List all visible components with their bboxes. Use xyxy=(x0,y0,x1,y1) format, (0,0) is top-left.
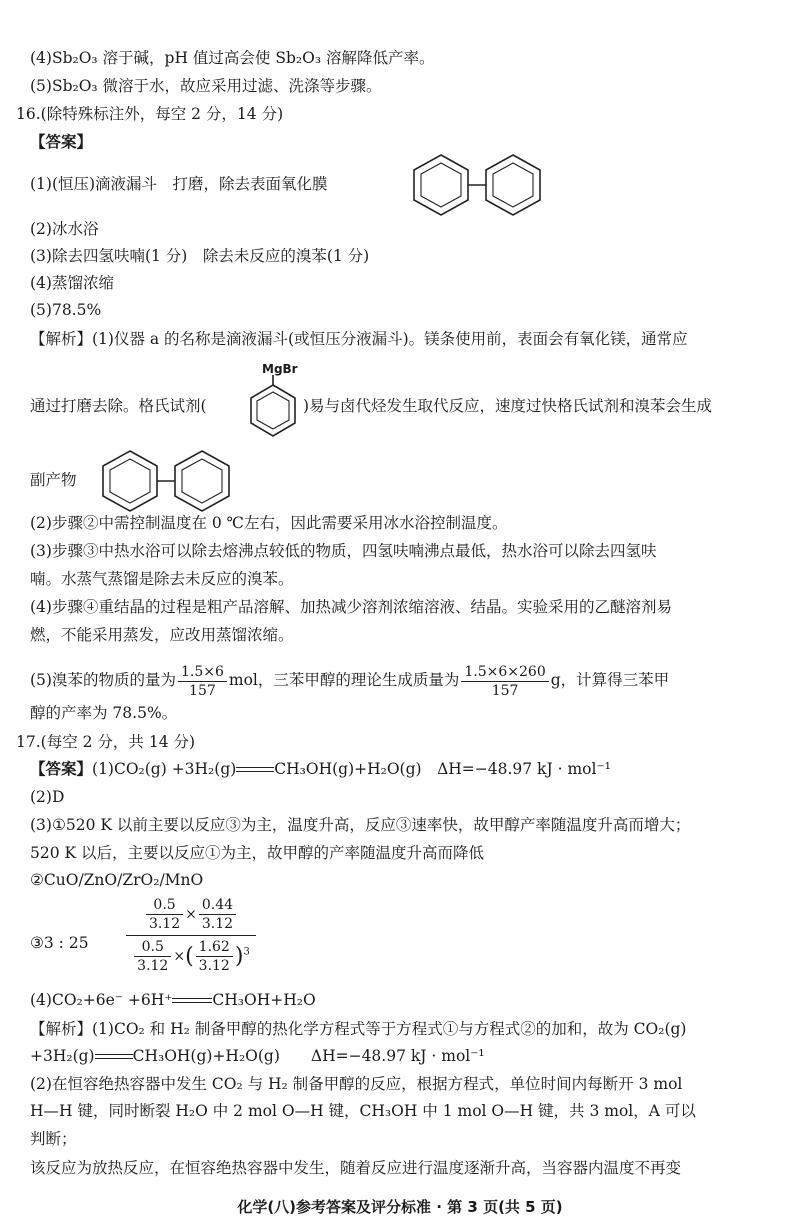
q17-explain-1a: 【解析】(1)CO₂ 和 H₂ 制备甲醇的热化学方程式等于方程式①与方程式②的加和，故为 CO₂(g) xyxy=(30,1020,687,1038)
fraction-theoretical-mass xyxy=(461,663,548,700)
fraction-c xyxy=(134,938,171,975)
q16-answer-3: (3)除去四氢呋喃(1 分) 除去未反应的溴苯(1 分) xyxy=(30,247,370,265)
q17-explain-2b: H—H 键，同时断裂 H₂O 中 2 mol O—H 键，CH₃OH 中 1 mol O—H 键，共 3 mol，A 可以 xyxy=(30,1102,696,1120)
fraction-denominator: 157 xyxy=(491,682,519,699)
frac-den: 3.12 xyxy=(201,916,234,932)
expression-numerator xyxy=(126,896,256,936)
frac-den: 3.12 xyxy=(198,958,230,974)
line-q15-5: (5)Sb₂O₃ 微溶于水，故应采用过滤、洗涤等步骤。 xyxy=(30,77,382,95)
fraction-bromobenzene-moles xyxy=(178,663,227,700)
q16-explain-4a: (4)步骤④重结晶的过程是粗产品溶解、加热减少溶剂浓缩溶液、结晶。实验采用的乙醚溶剂易 xyxy=(30,598,672,616)
q16-explain-3a: (3)步骤③中热水浴可以除去熔沸点较低的物质，四氢呋喃沸点最低，热水浴可以除去四氢呋 xyxy=(30,542,657,560)
frac-num: 1.62 xyxy=(196,938,233,957)
q17-explain-2a: (2)在恒容绝热容器中发生 CO₂ 与 H₂ 制备甲醇的反应，根据方程式，单位时间内每断开 3 mol xyxy=(30,1075,683,1093)
q17-explain-2d: 该反应为放热反应，在恒容绝热容器中发生，随着反应进行温度逐渐升高，当容器内温度不再变 xyxy=(30,1159,682,1177)
fraction-denominator: 157 xyxy=(189,682,216,699)
equation-left: (4)CO₂+6e⁻ +6H⁺ xyxy=(30,991,173,1009)
q16-explain-1c: 副产物 xyxy=(30,471,77,489)
q17-answer-1 xyxy=(30,758,611,780)
fraction-a xyxy=(146,896,183,933)
biphenyl-byproduct-structure-icon xyxy=(94,446,239,516)
fraction-numerator: 1.5×6 xyxy=(178,663,227,682)
equation-right: CH₃OH+H₂O xyxy=(212,991,316,1009)
q16-explain-5-mid: mol，三苯甲醇的理论生成质量为 xyxy=(228,671,460,689)
q16-explain-2: (2)步骤②中需控制温度在 0 ℃左右，因此需要采用冰水浴控制温度。 xyxy=(30,514,508,532)
equilibrium-arrow-icon xyxy=(95,1053,133,1061)
q16-explain-1b-pre: 通过打磨去除。格氏试剂( xyxy=(30,397,207,415)
q16-answer-5: (5)78.5% xyxy=(30,301,102,319)
q17-answer-tag: 【答案】 xyxy=(30,759,93,778)
q17-answer-4 xyxy=(30,989,316,1011)
frac-num: 0.44 xyxy=(199,896,236,915)
mgbr-label: MgBr xyxy=(262,362,298,376)
frac-num: 0.5 xyxy=(146,896,183,915)
q16-explain-5-post: g，计算得三苯甲 xyxy=(550,671,670,689)
q16-answer-4: (4)蒸馏浓缩 xyxy=(30,274,114,292)
equation-right: CH₃OH(g)+H₂O(g) ΔH=−48.97 kJ · mol⁻¹ xyxy=(274,760,611,778)
equilibrium-constant-expression xyxy=(126,896,256,975)
q17-answer-3b: 520 K 以后，主要以反应①为主，故甲醇的产率随温度升高而降低 xyxy=(30,844,485,862)
q17-answer-3c: ②CuO/ZnO/ZrO₂/MnO xyxy=(30,871,204,889)
q17-header: 17.(每空 2 分，共 14 分) xyxy=(16,733,196,751)
page-footer: 化学(八)参考答案及评分标准 · 第 3 页(共 5 页) xyxy=(237,1198,563,1216)
biphenyl-structure-icon xyxy=(405,150,550,220)
q16-explain-4b: 燃，不能采用蒸发，应改用蒸馏浓缩。 xyxy=(30,626,294,644)
frac-num: 0.5 xyxy=(134,938,171,957)
q16-explain-1: 【解析】(1)仪器 a 的名称是滴液漏斗(或恒压分液漏斗)。镁条使用前，表面会有氧化镁，通常应 xyxy=(30,330,688,348)
fraction-numerator: 1.5×6×260 xyxy=(461,663,548,682)
q16-explain-5 xyxy=(30,660,669,700)
phenylmagnesium-bromide-structure-icon xyxy=(246,373,300,439)
times-sign: × xyxy=(173,948,186,965)
q16-answer-2: (2)冰水浴 xyxy=(30,220,99,238)
frac-den: 3.12 xyxy=(137,958,169,974)
times-sign: × xyxy=(185,906,197,923)
q16-answer-tag: 【答案】 xyxy=(30,132,93,151)
q16-explain-1b-post: )易与卤代烃发生取代反应，速度过快格氏试剂和溴苯会生成 xyxy=(303,397,713,415)
fraction-b xyxy=(199,896,236,933)
equation-left: (1)CO₂(g) +3H₂(g) xyxy=(92,760,237,778)
equation-right: CH₃OH(g)+H₂O(g) ΔH=−48.97 kJ · mol⁻¹ xyxy=(132,1047,485,1065)
q17-answer-3d: ③3 : 25 xyxy=(30,934,89,952)
equals-sign-icon xyxy=(172,998,212,1004)
exponent: 3 xyxy=(243,946,250,958)
equation-left: +3H₂(g) xyxy=(30,1047,95,1065)
q16-explain-5b: 醇的产率为 78.5%。 xyxy=(30,704,178,722)
q17-explain-1b xyxy=(30,1045,485,1067)
q17-explain-2c: 判断； xyxy=(30,1130,77,1148)
fraction-d xyxy=(196,938,233,975)
line-q15-4: (4)Sb₂O₃ 溶于碱，pH 值过高会使 Sb₂O₃ 溶解降低产率。 xyxy=(30,49,435,67)
q16-answer-1: (1)(恒压)滴液漏斗 打磨，除去表面氧化膜 xyxy=(30,175,328,193)
equilibrium-arrow-icon xyxy=(236,766,274,774)
q17-answer-3a: (3)①520 K 以前主要以反应③为主，温度升高，反应③速率快，故甲醇产率随温度升高而增大； xyxy=(30,816,691,834)
q16-explain-5-pre: (5)溴苯的物质的量为 xyxy=(30,671,176,689)
q17-answer-2: (2)D xyxy=(30,788,65,806)
q16-header: 16.(除特殊标注外，每空 2 分，14 分) xyxy=(16,105,284,123)
q16-explain-3b: 喃。水蒸气蒸馏是除去未反应的溴苯。 xyxy=(30,570,294,588)
expression-denominator: $\frac{0.5}{3.12}$ ×( $\frac{1.62}{3.12}$ )$^3$ xyxy=(126,936,256,975)
frac-den: 3.12 xyxy=(148,916,181,932)
